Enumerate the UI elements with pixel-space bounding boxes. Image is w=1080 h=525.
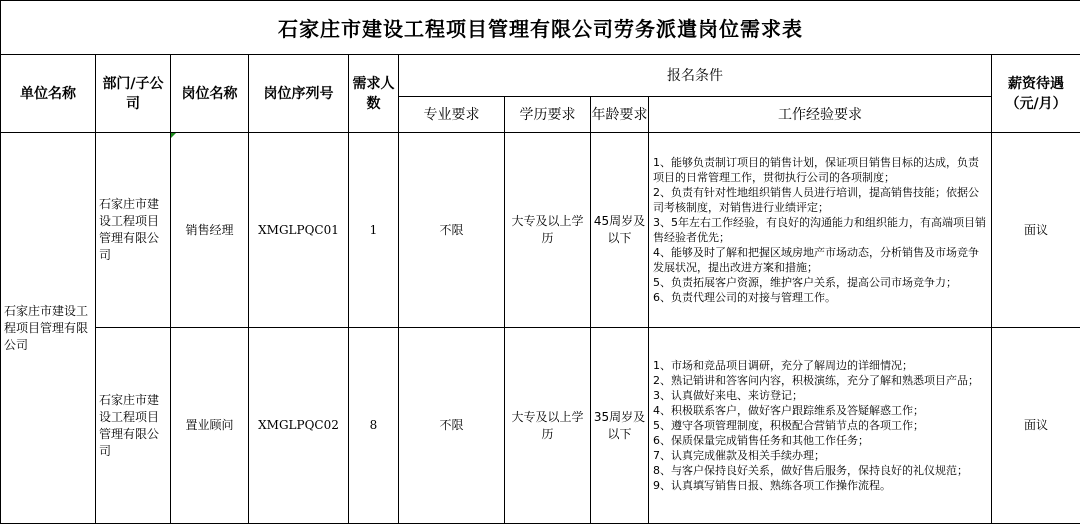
header-position-code: 岗位序列号 — [249, 55, 349, 133]
headcount-cell: 8 — [349, 328, 399, 524]
salary-cell: 面议 — [992, 328, 1080, 524]
requirement-item: 8、与客户保持良好关系，做好售后服务，保持良好的礼仪规范； — [653, 464, 968, 477]
education-cell: 大专及以上学历 — [505, 133, 591, 328]
position-code-cell: XMGLPQC01 — [249, 133, 349, 328]
requirement-item: 5、遵守各项管理制度，积极配合营销节点的各项工作； — [653, 419, 924, 432]
table-row — [1, 133, 1080, 328]
header-major: 专业要求 — [399, 97, 505, 133]
position-cell: 置业顾问 — [171, 328, 249, 524]
requirement-item: 4、积极联系客户，做好客户跟踪维系及答疑解惑工作； — [653, 404, 924, 417]
requirement-item: 3、认真做好来电、来访登记； — [653, 389, 803, 402]
department-cell: 石家庄市建设工程项目管理有限公司 — [96, 328, 171, 524]
requirement-item: 6、保质保量完成销售任务和其他工作任务； — [653, 434, 869, 447]
position-cell: 销售经理 — [171, 133, 249, 328]
age-cell: 45周岁及以下 — [591, 133, 649, 328]
position-code-cell: XMGLPQC02 — [249, 328, 349, 524]
requirement-item: 3、5年左右工作经验，有良好的沟通能力和组织能力，有高端项目销售经验者优先； — [653, 216, 986, 244]
table-row — [1, 328, 1080, 524]
experience-cell — [649, 133, 992, 328]
requirement-item: 4、能够及时了解和把握区域房地产市场动态，分析销售及市场竞争发展状况，提出改进方案和措施； — [653, 246, 979, 274]
salary-cell: 面议 — [992, 133, 1080, 328]
major-cell: 不限 — [399, 133, 505, 328]
requirement-item: 6、负责代理公司的对接与管理工作。 — [653, 291, 836, 304]
age-cell: 35周岁及以下 — [591, 328, 649, 524]
education-cell: 大专及以上学历 — [505, 328, 591, 524]
headcount-cell: 1 — [349, 133, 399, 328]
requirement-item: 1、市场和竞品项目调研，充分了解周边的详细情况； — [653, 359, 913, 372]
experience-cell — [649, 328, 992, 524]
requirement-item: 7、认真完成催款及相关手续办理； — [653, 449, 825, 462]
requirement-item: 1、能够负责制订项目的销售计划，保证项目销售目标的达成，负责项目的日常管理工作，贯彻执行公司的各项制度； — [653, 156, 979, 184]
header-department: 部门/子公司 — [96, 55, 171, 133]
department-cell: 石家庄市建设工程项目管理有限公司 — [96, 133, 171, 328]
header-conditions: 报名条件 — [399, 55, 992, 97]
header-headcount: 需求人数 — [349, 55, 399, 133]
header-salary: 薪资待遇（元/月） — [992, 55, 1080, 133]
requirement-item: 9、认真填写销售日报、熟练各项工作操作流程。 — [653, 479, 891, 492]
unit-name-cell: 石家庄市建设工程项目管理有限公司 — [1, 133, 96, 524]
header-position: 岗位名称 — [171, 55, 249, 133]
major-cell: 不限 — [399, 328, 505, 524]
header-age: 年龄要求 — [591, 97, 649, 133]
table-title: 石家庄市建设工程项目管理有限公司劳务派遣岗位需求表 — [1, 1, 1080, 55]
header-education: 学历要求 — [505, 97, 591, 133]
requirement-item: 2、负责有针对性地组织销售人员进行培训，提高销售技能；依据公司考核制度，对销售进行业绩评定； — [653, 186, 979, 214]
header-unit-name: 单位名称 — [1, 55, 96, 133]
requirement-item: 5、负责拓展客户资源，维护客户关系，提高公司市场竞争力； — [653, 276, 957, 289]
header-experience: 工作经验要求 — [649, 97, 992, 133]
requirement-item: 2、熟记销讲和答客问内容，积极演练，充分了解和熟悉项目产品； — [653, 374, 979, 387]
